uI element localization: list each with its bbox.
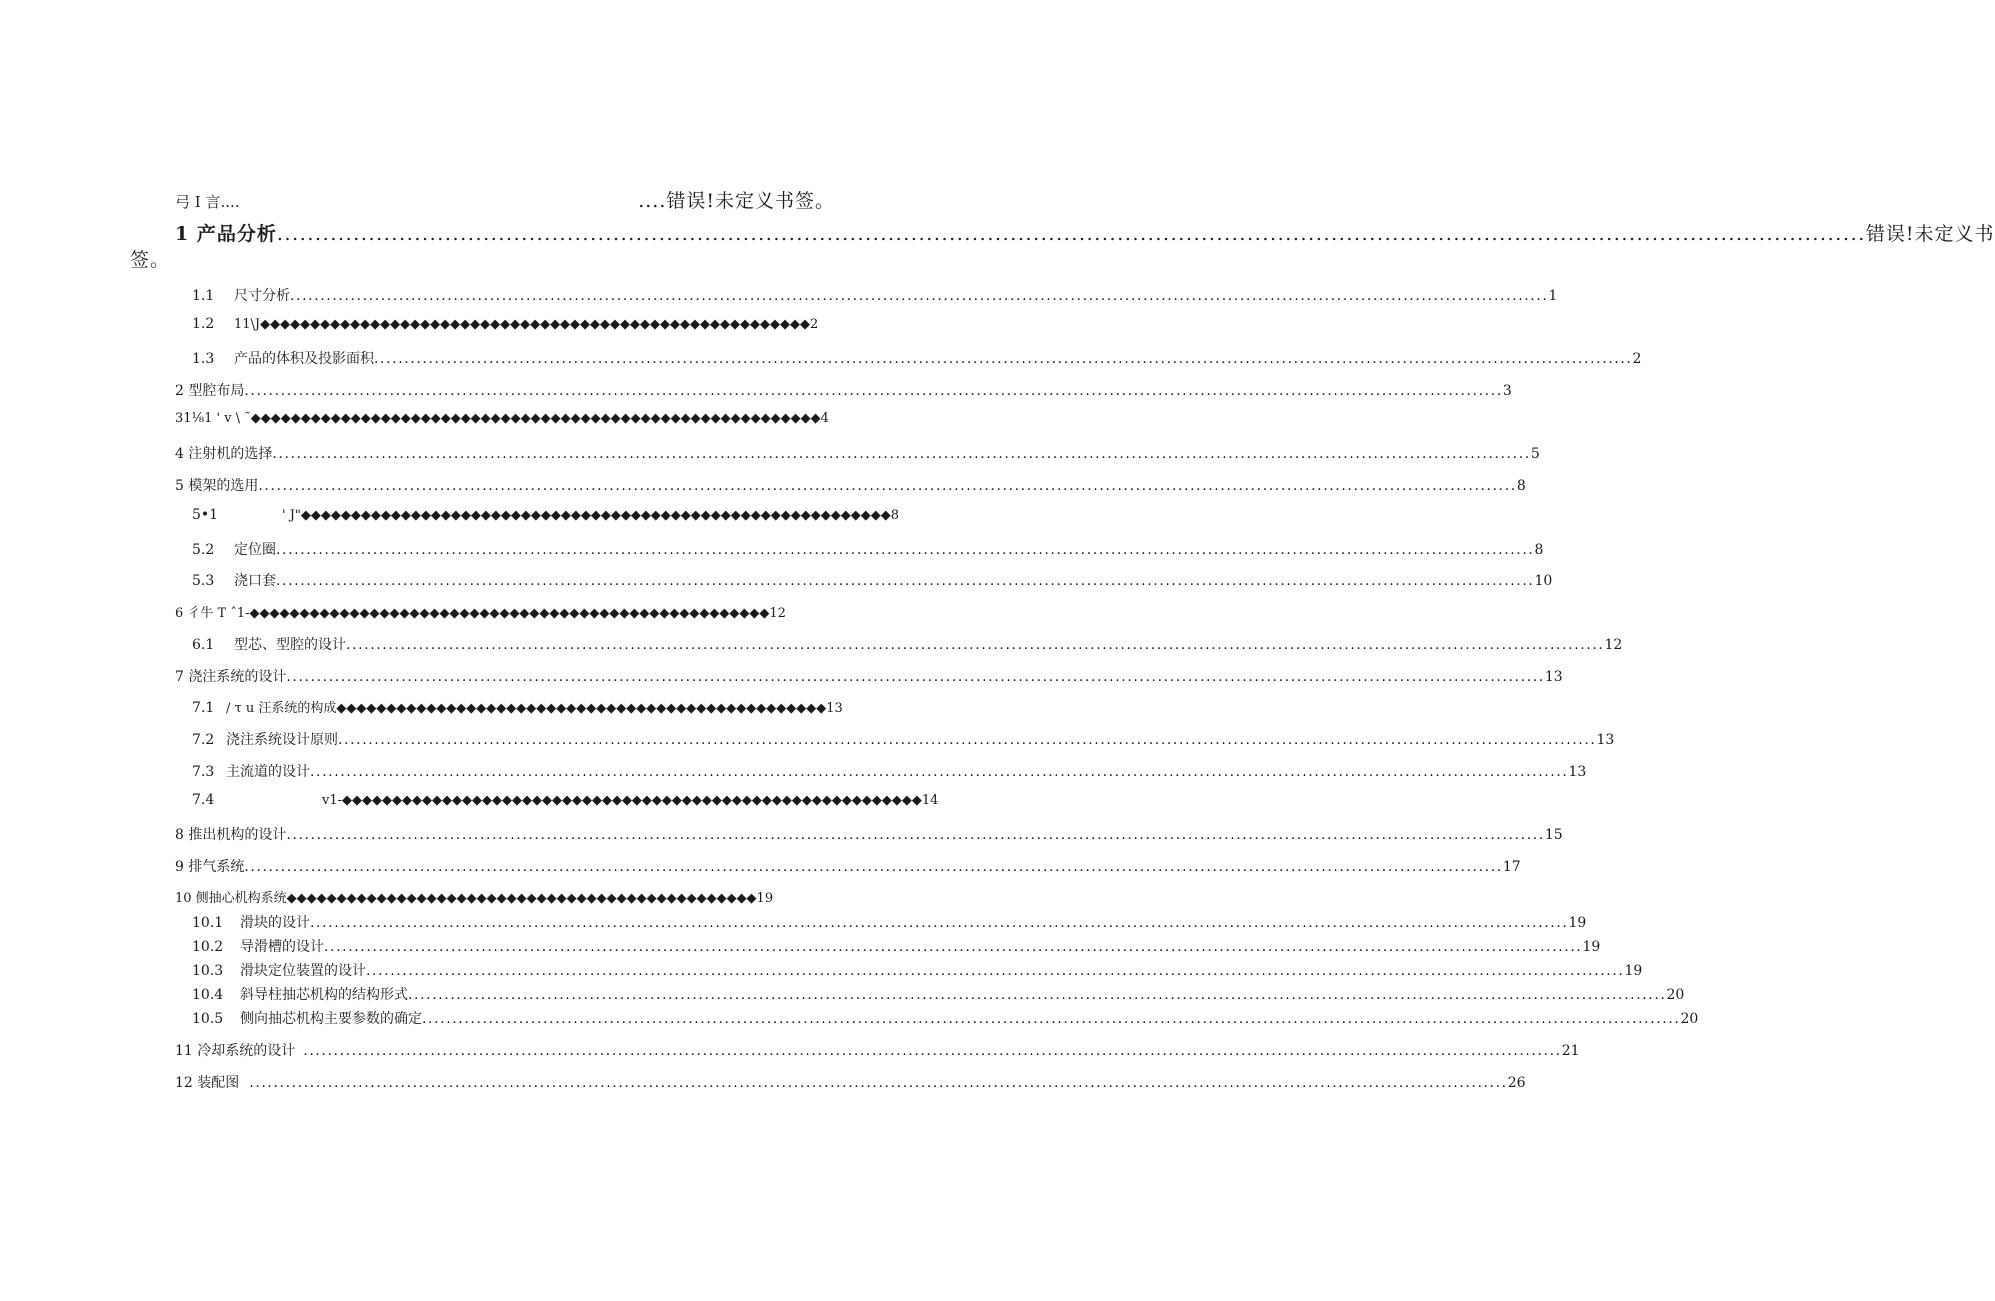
toc-entry-3[interactable]: [175, 411, 829, 426]
toc-entry-title: 11 冷却系统的设计: [175, 1043, 296, 1059]
toc-entry-page: 15: [1544, 827, 1563, 843]
toc-entry-title: 尺寸分析: [234, 288, 290, 304]
toc-entry-title: 9 排气系统: [175, 859, 245, 875]
toc-leader: [324, 939, 1582, 955]
toc-entry-title: 浇注系统设计原则: [226, 732, 338, 748]
toc-entry-number: 10.3: [192, 963, 224, 979]
toc-entry-12[interactable]: [175, 1072, 1526, 1092]
toc-entry-title: 定位圈: [234, 542, 276, 558]
toc-entry-garbled: / τ u 汪系统的构成◆◆◆◆◆◆◆◆◆◆◆◆◆◆◆◆◆◆◆◆◆◆◆◆◆◆◆◆◆◆◆◆◆◆◆◆◆◆◆◆◆◆◆◆◆◆◆◆◆13: [226, 701, 843, 716]
toc-leader: [276, 573, 1534, 589]
toc-entry-page: 1: [1548, 288, 1558, 304]
toc-entry-10-3[interactable]: [192, 960, 1643, 980]
toc-leader: [303, 1043, 1561, 1059]
toc-entry-2[interactable]: [175, 380, 1512, 400]
toc-leader: [366, 963, 1624, 979]
toc-entry-number: 1.2: [192, 316, 215, 332]
toc-entry-garbled: 10 侧抽心机构系统◆◆◆◆◆◆◆◆◆◆◆◆◆◆◆◆◆◆◆◆◆◆◆◆◆◆◆◆◆◆◆◆◆◆◆◆◆◆◆◆◆◆◆◆◆◆◆19: [175, 891, 774, 906]
toc-entry-page: 19: [1582, 939, 1601, 955]
toc-entry-title: 2 型腔布局: [175, 383, 245, 399]
toc-entry-label: 弓 I 言....: [175, 193, 240, 211]
toc-entry-page: 13: [1596, 732, 1615, 748]
toc-entry-page: 5: [1530, 446, 1540, 462]
toc-entry-10-4[interactable]: [192, 984, 1685, 1004]
toc-entry-page: 8: [1516, 478, 1526, 494]
toc-entry-title: 12 装配图: [175, 1075, 240, 1091]
toc-entry-7-3[interactable]: [192, 761, 1587, 781]
toc-leader: [338, 732, 1596, 748]
toc-entry-title: 产品的体积及投影面积: [234, 351, 374, 367]
toc-entry-page: 12: [1604, 637, 1623, 653]
toc-entry-error-wrap: 签。: [130, 249, 171, 271]
toc-entry-1[interactable]: [175, 219, 1995, 246]
toc-entry-5-2[interactable]: [192, 539, 1544, 559]
toc-entry-page: 26: [1507, 1075, 1526, 1091]
toc-entry-page: 20: [1666, 987, 1685, 1003]
toc-leader: [277, 223, 1866, 245]
toc-entry-title: 5 模架的选用: [175, 478, 259, 494]
toc-entry-number: 10.5: [192, 1011, 224, 1027]
toc-leader: [258, 478, 1516, 494]
toc-entry-number: 7.1: [192, 700, 215, 716]
toc-entry-title: 主流道的设计: [226, 764, 310, 780]
toc-entry-page: 13: [1568, 764, 1587, 780]
toc-leader: [286, 669, 1544, 685]
toc-entry-1-2[interactable]: [192, 316, 832, 332]
toc-entry-page: 17: [1502, 859, 1521, 875]
toc-entry-number: 10.4: [192, 987, 224, 1003]
toc-entry-number: 10.2: [192, 939, 224, 955]
toc-entry-error: 错误!未定义书: [1865, 223, 1995, 245]
toc-entry-10-2[interactable]: [192, 936, 1601, 956]
toc-entry-title: 型芯、型腔的设计: [234, 637, 346, 653]
toc-entry-garbled: 11\J◆◆◆◆◆◆◆◆◆◆◆◆◆◆◆◆◆◆◆◆◆◆◆◆◆◆◆◆◆◆◆◆◆◆◆◆◆◆◆◆◆◆◆◆◆◆◆◆◆◆◆◆◆◆◆2: [234, 317, 819, 332]
toc-entry-number: 1.1: [192, 288, 215, 304]
toc-entry-title: 4 注射机的选择: [175, 446, 273, 462]
toc-entry-10[interactable]: [175, 887, 774, 906]
toc-entry-title: 滑块定位装置的设计: [240, 963, 366, 979]
toc-entry-5-3[interactable]: [192, 570, 1553, 590]
toc-entry-7-2[interactable]: [192, 729, 1615, 749]
toc-entry-1-3[interactable]: [192, 348, 1642, 368]
toc-entry-9[interactable]: [175, 856, 1521, 876]
toc-leader: [408, 987, 1666, 1003]
toc-entry-number: 5•1: [192, 507, 219, 523]
toc-entry-page: 8: [1534, 542, 1544, 558]
toc-entry-garbled: 31⅛1 ' v \ ˜◆◆◆◆◆◆◆◆◆◆◆◆◆◆◆◆◆◆◆◆◆◆◆◆◆◆◆◆◆◆◆◆◆◆◆◆◆◆◆◆◆◆◆◆◆◆◆◆◆◆◆◆◆◆◆◆◆4: [175, 411, 829, 426]
toc-entry-7-4[interactable]: [192, 792, 939, 808]
toc-entry-8[interactable]: [175, 824, 1563, 844]
toc-entry-garbled: ' J"◆◆◆◆◆◆◆◆◆◆◆◆◆◆◆◆◆◆◆◆◆◆◆◆◆◆◆◆◆◆◆◆◆◆◆◆◆◆◆◆◆◆◆◆◆◆◆◆◆◆◆◆◆◆◆◆◆◆◆8: [282, 508, 900, 523]
toc-entry-label: 1 产品分析: [175, 223, 277, 245]
toc-leader: [374, 351, 1632, 367]
toc-entry-7[interactable]: [175, 666, 1563, 686]
toc-leader: [244, 859, 1502, 875]
toc-leader: [276, 542, 1534, 558]
toc-entry-garbled: 6 彳牛 T ˆ1-◆◆◆◆◆◆◆◆◆◆◆◆◆◆◆◆◆◆◆◆◆◆◆◆◆◆◆◆◆◆◆◆◆◆◆◆◆◆◆◆◆◆◆◆◆◆◆◆◆◆◆◆12: [175, 606, 786, 621]
toc-leader: [244, 383, 1502, 399]
toc-entry-6[interactable]: [175, 602, 805, 621]
toc-entry-title: 8 推出机构的设计: [175, 827, 287, 843]
toc-entry-number: 7.3: [192, 764, 215, 780]
toc-entry-page: 19: [1568, 915, 1587, 931]
toc-leader: [249, 1075, 1507, 1091]
toc-entry-10-5[interactable]: [192, 1008, 1699, 1028]
toc-entry-7-1[interactable]: [192, 697, 843, 716]
toc-entry-page: 10: [1534, 573, 1553, 589]
toc-entry-number: 1.3: [192, 351, 215, 367]
toc-entry-title: 导滑槽的设计: [240, 939, 324, 955]
toc-entry-title: 7 浇注系统的设计: [175, 669, 287, 685]
toc-entry-page: 2: [1632, 351, 1642, 367]
toc-entry-11[interactable]: [175, 1040, 1580, 1060]
toc-leader: [310, 764, 1568, 780]
toc-entry-page: 21: [1561, 1043, 1580, 1059]
toc-entry-1-wrap: [130, 245, 170, 272]
toc-entry-number: 7.4: [192, 792, 215, 808]
toc-leader: [290, 288, 1548, 304]
toc-entry-garbled: v1-◆◆◆◆◆◆◆◆◆◆◆◆◆◆◆◆◆◆◆◆◆◆◆◆◆◆◆◆◆◆◆◆◆◆◆◆◆◆◆◆◆◆◆◆◆◆◆◆◆◆◆◆◆◆◆◆◆◆14: [322, 793, 939, 808]
toc-entry-title: 滑块的设计: [240, 915, 310, 931]
toc-entry-page: 20: [1680, 1011, 1699, 1027]
toc-entry-4[interactable]: [175, 443, 1540, 463]
toc-entry-number: 5.3: [192, 573, 215, 589]
toc-entry-number: 7.2: [192, 732, 215, 748]
toc-entry-5-1[interactable]: [192, 507, 900, 523]
toc-entry-title: 浇口套: [234, 573, 276, 589]
toc-entry-page: 13: [1544, 669, 1563, 685]
toc-entry-intro[interactable]: [175, 186, 835, 213]
toc-entry-number: 10.1: [192, 915, 224, 931]
toc-leader: [346, 637, 1604, 653]
toc-leader: [272, 446, 1530, 462]
toc-entry-5[interactable]: [175, 475, 1526, 495]
toc-leader: [286, 827, 1544, 843]
toc-entry-title: 斜导柱抽芯机构的结构形式: [240, 987, 408, 1003]
toc-entry-6-1[interactable]: [192, 634, 1623, 654]
toc-leader: [422, 1011, 1680, 1027]
toc-entry-1-1[interactable]: [192, 285, 1558, 305]
toc-entry-page: 19: [1624, 963, 1643, 979]
toc-entry-error: ....错误!未定义书签。: [638, 190, 835, 212]
toc-entry-page: 3: [1502, 383, 1512, 399]
toc-leader: [310, 915, 1568, 931]
toc-entry-title: 侧向抽芯机构主要参数的确定: [240, 1011, 422, 1027]
toc-entry-number: 6.1: [192, 637, 215, 653]
toc-entry-10-1[interactable]: [192, 912, 1587, 932]
toc-entry-number: 5.2: [192, 542, 215, 558]
